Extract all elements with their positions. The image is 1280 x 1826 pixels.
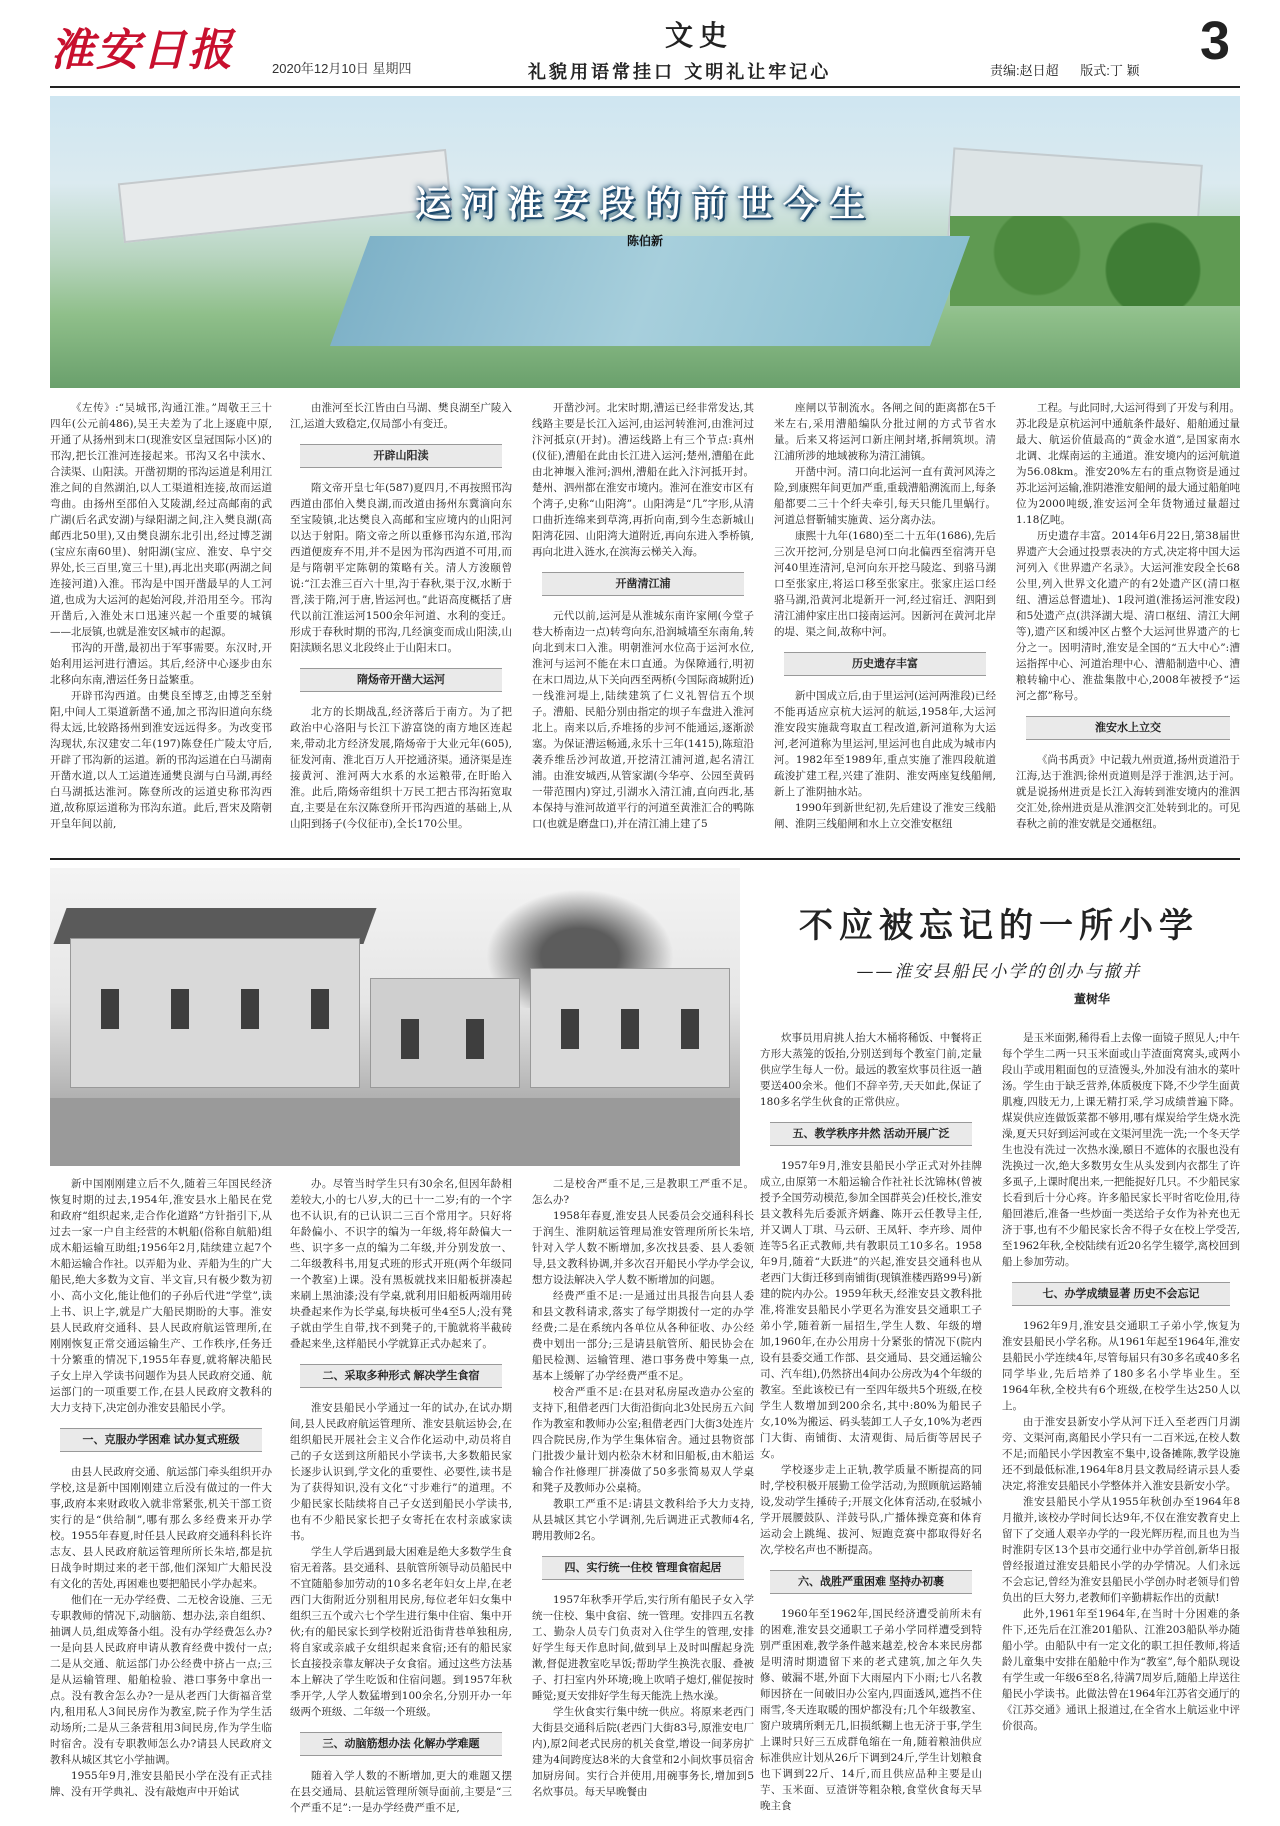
paragraph: 随着入学人数的不断增加,更大的难题又摆在县交通局、县航运管理所领导面前,主要是“三个严重不足”:一是办学经费严重不足, bbox=[290, 1770, 512, 1814]
subheading: 开凿清江浦 bbox=[542, 572, 744, 596]
paragraph: 康熙十九年(1680)至二十五年(1686),先后三次开挖河,分别是皂河口向北偏西至宿湾开皂河40里连清河,皂河向东开挖马陵迄、到骆马湖口至张家庄,将运口移至张家庄。张家庄运口经骆马湖,沿黄河北堤新开一河,经过宿迁、泗阳到清江浦仲家庄出口接南运河。因新河在黄河北岸的堤、渠之间,故称中河。 bbox=[774, 530, 996, 638]
window bbox=[621, 1009, 639, 1049]
paragraph: 学生人学后遇到最大困难是绝大多数学生食宿无着落。县交通科、县航管所领导动员船民中不宜随船参加劳动的10多名老年妇女上岸,在老西门大街附近分别租用民房,每位老年妇女集中组织三五个或六七个学生进行集中住宿、集中开伙;有的船民家长到学校附近沿街背巷单独租房,将自家或亲戚子女组织起来食宿;还有的船民家长直接投亲靠友解决子女食宿。通过这些方法基本上解决了学生吃饭和住宿问题。到1957年秋季开学,人学人数猛增到100余名,分别开办一年级两个班级、二年级一个班级。 bbox=[290, 1546, 512, 1718]
paragraph: 1990年到新世纪初,先后建设了淮安三线船闸、淮阴三线船闸和水上立交淮安枢纽 bbox=[774, 802, 996, 830]
paragraph: 校舍严重不足:在县对私房屋改造办公室的支持下,租借老西门大街沿街向北3处民房五六间作为教室和教师办公室;租借老西门大街3处连片四合院民房,作为学生集体宿舍。通过县物资部门批拨少量计划内松杂木材和旧船板,由木船运输合作社修理厂拼凑做了50多张简易双人学桌和凳子及教师办公桌椅。 bbox=[532, 1386, 754, 1494]
school-building bbox=[530, 968, 730, 1088]
article2-subtitle: ——淮安县船民小学的创办与撤并 bbox=[856, 962, 1142, 982]
article1-column-3 bbox=[532, 400, 754, 850]
subheading: 三、动脑筋想办法 化解办学难题 bbox=[300, 1732, 502, 1756]
paragraph: 1960年至1962年,国民经济遭受前所未有的困难,淮安县交通职工子弟小学同样遭受到特别严重困难,教学条件越来越差,校舍本来民房都是明清时期遗留下来的老式建筑,加之年久失修、破漏不堪,外面下大雨屋内下小雨;七八名教师因挤在一间破旧办公室内,四面透风,遮挡不住雨雪,冬天连取暖的围炉都没有;几个年级教室、窗户玻璃所剩无几,旧损纸糊上也无济于事,学生上课时只好三五成群龟缩在一角,随着粮油供应标准供应计划从26斤下调到24斤,学生计划粮食也下调到22斤、14斤,而且供应品种主要是山芋、玉米面、豆渣饼等粗杂粮,食堂伙食每天早晚主食 bbox=[760, 1608, 982, 1812]
paragraph: 由于淮安县新安小学从河下迁入至老西门月湖旁、文渠河南,离船民小学只有一二百米远,在校人数不足;而船民小学因教室不集中,设备摊陈,教学设施还不到最低标准,1964年8月县文教局经请示县人委决定,将淮安县船民小学整体并入淮安县新安小学。 bbox=[1002, 1416, 1240, 1492]
paragraph: 历史遗存丰富。2014年6月22日,第38届世界遗产大会通过投票表决的方式,决定将中国大运河列入《世界遗产名录》。大运河淮安段全长68公里,列入世界文化遗产的有2处遗产区(清口枢纽、漕运总督遗址)、1段河道(淮扬运河淮安段)和5处遗产点(洪泽湖大堤、清口枢纽、清江大闸等),遗产区和缓冲区占整个大运河世界遗产的七分之一。因明清时,淮安是全国的“五大中心”:漕运指挥中心、河道治理中心、漕船制造中心、漕粮转输中心、淮盐集散中心,2008年被授予“运河之都”称号。 bbox=[1016, 530, 1240, 702]
paragraph: 经费严重不足:一是通过出具报告向县人委和县文教科请求,落实了每学期拨付一定的办学经费;二是在系统内各单位从各种征收、办公经费中划出一部分;三是请县航管所、船民协会在船民检测、运输管理、港口事务费中筹集一点,基本上缓解了办学经费严重不足。 bbox=[532, 1290, 754, 1382]
subheading: 二、采取多种形式 解决学生食宿 bbox=[300, 1364, 502, 1388]
subheading: 隋炀帝开凿大运河 bbox=[300, 668, 502, 692]
paragraph: 由县人民政府交通、航运部门牵头组织开办学校,这是新中国刚刚建立后没有做过的一件大事,政府本来财政收入就非常紧张,机关干部工资实行的是“供给制”,哪有那么多经费来开办学校。1955年春夏,时任县人民政府交通科科长许志友、县人民政府航运管理所所长朱培,都是抗日战争时期过来的老干部,他们深知广大船民没有文化的苦处,再困难也要把船民小学办起来。 bbox=[50, 1466, 272, 1590]
paragraph: 淮安县船民小学从1955年秋创办至1964年8月撤并,该校办学时间长达9年,不仅在淮安教育史上留下了交通人艰辛办学的一段光辉历程,而且也为当时淮阴专区13个县市交通行业中办学首创,新华日报曾经报道过淮安县船民小学的办学情况。人们永远不会忘记,曾经为淮安县船民小学创办时老领导们曾负出的巨大努力,老教师们辛勤耕耘作出的贡献! bbox=[1002, 1496, 1240, 1604]
school-building bbox=[70, 938, 360, 1088]
section-name: 文史 bbox=[665, 19, 734, 52]
paragraph: 1955年9月,淮安县船民小学在没有正式挂牌、没有开学典礼、没有敲炮声中开始试 bbox=[50, 1770, 272, 1798]
paragraph: 1958年春夏,淮安县人民委员会交通科科长于润生、淮阴航运管理局淮安管理所所长朱培,针对入学人数不断增加,多次找县委、县人委领导,县文教科协调,并多次召开船民小学办学会议,想方设法解决入学人数不断增加的问题。 bbox=[532, 1210, 754, 1286]
article2-title: 不应被忘记的一所小学 bbox=[799, 906, 1199, 946]
article1-column-2 bbox=[290, 400, 512, 850]
newspaper-logo: 淮安日报 bbox=[50, 25, 234, 76]
paragraph: 开凿沙河。北宋时期,漕运已经非常发达,其线路主要是长江入运河,由运河转淮河,由淮河过汴河抵京(开封)。漕运线路上有三个节点:真州(仪征),漕船在此由长江进入运河;楚州,漕船在此由北神堰入淮河;泗州,漕船在此入汴河抵开封。楚州、泗州都在淮安市境内。淮河在淮安市区有个湾子,史称“山阳湾”。山阳湾是“几”字形,从清口曲折连绵来到草湾,再折向南,到今生态新城山阳湾花园、山阳湾大道附近,再向东进入季桥镇,再向北进入涟水,在滨海云梯关入海。 bbox=[532, 402, 754, 558]
article2-column-2 bbox=[290, 1176, 512, 1816]
paragraph: 元代以前,运河是从淮城东南许家闸(今堂子巷大桥南边一点)转弯向东,沿润城墙至东南角,转向北到末口入淮。明朝淮河水位高于运河水位,淮河与运河不能在末口直通。为保障通行,明初在末口周边,从下关向西至两桥(今国际商城附近)一线淮河堤上,陆续建筑了仁义礼智信五个坝子。漕船、民船分别由指定的坝子车盘进入淮河北上。南来以后,乔堆扬的步河不能通运,逐渐淤塞。为保证漕运畅通,永乐十三年(1415),陈瑄沿袭乔维岳沙河故道,开挖清江浦河道,起名清江浦。由淮安城西,从管家湖(今华亭、公园至黄码一带范围内)穿过,引湖水入清江浦,直向西北,基本保持与淮河故道平行的河道至黄淮汇合的鸭陈口(也就是磨盘口),并在清江浦上建了5 bbox=[532, 610, 754, 830]
editor: 责编:赵日超 bbox=[990, 63, 1059, 78]
paragraph: 此外,1961年至1964年,在当时十分困难的条件下,还先后在江淮201船队、江淮203船队举办随船小学。由船队中有一定文化的职工担任教师,将适龄儿童集中安排在船舱中作为“教室”,每个船队现设有学生或一年级6至8名,待满7周岁后,随船上岸送往船民小学读书。此做法曾在1964年江苏省交通厅的《江苏交通》通讯上报道过,在全省水上航运业中评价很高。 bbox=[1002, 1608, 1240, 1732]
paragraph: 淮安县船民小学通过一年的试办,在试办期间,县人民政府航运管理所、淮安县航运协会,在组织船民开展社会主义合作化运动中,动员将自己的子女送到这所船民小学读书,大多数船民家长逐步认识到,学文化的重要性、必要性,读书是为了获得知识,没有文化“寸步难行”的道理。不少船民家长陆续将自己子女送到船民小学读书,也有不少船民家长把子女寄托在农村亲戚家读书。 bbox=[290, 1402, 512, 1542]
subheading: 一、克服办学困难 试办复式班级 bbox=[60, 1428, 262, 1452]
window bbox=[171, 989, 189, 1029]
window bbox=[466, 1019, 484, 1059]
subheading: 六、战胜严重困难 坚持办初裹 bbox=[770, 1570, 972, 1594]
article2-headline bbox=[758, 868, 1240, 1018]
paragraph: 座闸以节制流水。各闸之间的距离都在5千米左右,采用漕船编队分批过闸的方式节省水量。后来又将运河口新庄闸封堵,拆闸筑坝。清江浦所涉的地域被称为清江浦镇。 bbox=[774, 402, 996, 462]
subheading: 开辟山阳渎 bbox=[300, 444, 502, 468]
tree-cluster bbox=[950, 216, 1240, 306]
article1-author: 陈伯新 bbox=[626, 234, 663, 248]
window bbox=[311, 989, 329, 1029]
article2-left-body bbox=[50, 1176, 1240, 1816]
paragraph: 隋文帝开皇七年(587)夏四月,不再按照邗沟西道由邵伯入樊良湖,而改道由扬州东冀滴向东至宝陵镇,北达樊良入高邮和宝应境内的山阳河以达于射阳。隋文帝之所以重修邗沟东道,邗沟西道便废弃不用,并不是因为邗沟西道不可用,而是与隋朝平定陈朝的策略有关。清人方浚颐曾说:“江去淮三百六十里,沟于春秋,渠于汉,水断于晋,渎于隋,河于唐,皆运河也。”此语高度概括了唐代以前江淮运河1500余年河道、水利的变迁。形成于春秋时期的邗沟,几经演变而成山阳渎,山阳渎顾名思义北段终止于山阳末口。 bbox=[290, 482, 512, 654]
slogan: 礼貌用语常挂口 文明礼让牢记心 bbox=[528, 62, 832, 83]
paragraph: 二是校舍严重不足,三是教职工严重不足。怎么办? bbox=[532, 1178, 754, 1206]
paragraph: 他们在一无办学经费、二无校舍设施、三无专职教师的情况下,动脑筋、想办法,亲自组织、抽调人员,组成筹备小组。没有办学经费怎么办?一是向县人民政府申请从教育经费中拨付一点;二是从交通、航运部门办公经费中挤占一点;三是从运输管理、船舶检验、港口事务中拿出一点。没有教舍怎么办?一是从老西门大街福音堂内,租用私人3间民房作为教室,院子作为学生活动场所;二是从三条营租用3间民房,作为学生临时宿舍。没有专职教师怎么办?请县人民政府文教科从城区其它小学抽调。 bbox=[50, 1594, 272, 1766]
school-building bbox=[370, 978, 520, 1088]
school-photo bbox=[50, 868, 740, 1166]
paragraph: 工程。与此同时,大运河得到了开发与利用。苏北段是京杭运河中通航条件最好、船舶通过量最大、航运价值最高的“黄金水道”,是国家南水北调、北煤南运的主通道。淮安境内的运河航道为56.08km。淮安20%左右的重点物资是通过苏北运河运输,淮阴港淮安船闸的最大通过船舶吨位为2000吨级,淮安运河全年货物通过量超过1.18亿吨。 bbox=[1016, 402, 1240, 526]
page-number: 3 bbox=[1199, 11, 1230, 71]
paragraph: 《尚书禹贡》中记载九州贡道,扬州贡道沿于江海,达于淮泗;徐州贡道则是浮于淮泗,达于河。就是说扬州进贡是长江入海转到淮安境内的淮泗交汇处,徐州进贡是从淮泗交汇处转到北的。可见春秋之前的淮安就是交通枢纽。 bbox=[1016, 754, 1240, 830]
masthead bbox=[50, 11, 1240, 84]
paragraph: 开凿中河。清口向北运河一直有黄河风涛之险,到康熙年间更加严重,重载漕船溯流而上,每条船都要二三十个纤夫牵引,每天只能几里蜗行。河道总督靳辅实施黄、运分离办法。 bbox=[774, 466, 996, 526]
article1-column-4 bbox=[774, 400, 996, 850]
window bbox=[681, 1009, 699, 1049]
article-divider bbox=[50, 858, 1240, 860]
article1-title: 运河淮安段的前世今生 bbox=[414, 183, 875, 225]
paragraph: 是玉米面粥,稀得看上去像一面镜子照见人;中午每个学生二两一只玉米面或山芋渣面窝窝头,或两小段山芋或用粗面包的豆渣馒头,外加没有油水的菜叶汤。学生由于缺乏营养,体质极度下降,不少学生面黄肌瘦,四肢无力,上课无精打采,学习成绩普遍下降。煤炭供应连做饭菜都不够用,哪有煤炭给学生烧水洗澡,夏天只好到运河或在文渠河里洗一洗;一个冬天学生也没有洗过一次热水澡,頤日不遮体的衣服也没有洗换过一次,绝大多数男女生从头发到内衣都生了许多虱子,上课时爬出来,一把能捉好几只。不少船民家长看到后十分心疼。许多船民家长平时省吃俭用,待船回港后,准备一些炒面一类送给子女作为补充也无济于事,也有不少船民家长舍不得子女在校上学受苦,至1962年秋,全校陆续有近20名学生辍学,离校回到船上参加劳动。 bbox=[1002, 1032, 1240, 1268]
masthead-divider bbox=[50, 86, 1240, 88]
subheading: 四、实行统一住校 管理食宿起居 bbox=[542, 1556, 744, 1580]
paragraph: 1957年秋季开学后,实行所有船民子女入学统一住校、集中食宿、统一管理。安排四五名教工、勤杂人员专门负责对入住学生的管理,安排好学生每天作息时间,做到早上及时叫醒起身洗漱,督促进教室吃早饭;帮助学生换洗衣服、叠被子、打扫室内外环境;晚上吹哨子熄灯,催促按时睡觉;夏天安排好学生每天能洗上热水澡。 bbox=[532, 1594, 754, 1702]
article2-column-3 bbox=[532, 1176, 754, 1816]
subheading: 历史遗存丰富 bbox=[784, 652, 986, 676]
paragraph: 学校逐步走上正轨,教学质量不断提高的同时,学校积极开展勤工俭学活动,为照顾航运路辅设,发动学生捶砖子;开展文化体育活动,在驳城小学开展腰鼓队、洋鼓号队,广播体操竞赛和体育运动会上跳绳、拔河、短跑竞赛中都取得好名次,学校名声也不断提高。 bbox=[760, 1464, 982, 1556]
window bbox=[241, 989, 259, 1029]
paragraph: 1957年9月,淮安县船民小学正式对外挂牌成立,由原第一木船运输合作社社长沈锦林(曾被授予全国劳动模范,参加全国群英会)任校长,淮安县文教科先后委派齐炳鑫、陈开云任教导主任,并又调人丁琪、马云研、王凤轩、李卉珍、周仲连等5名正式教师,共有教职员工10多名。1958年9月,随着“大跃进”的兴起,淮安县交通科也从老西门大街迁移到南铺街(现镇淮楼西路99号)新建的院内办公。1959年秋天,经淮安县文教科批准,将淮安县船民小学更名为淮安县交通职工子弟小学,随着新一届招生,学生人数、年级的增加,1960年,在办公用房十分紧张的情况下(院内设有县委交通工作部、县交通局、县交通运输公司、汽车组),仍然挤出4间办公房改为4个年级的教室。至此该校已有一至四年级共5个班级,在校学生人数增加到200余名,其中:80%为船民子女,10%为搬运、码头装卸工人子女,10%为老西门大街、南铺街、太清观街、局后街等居民子女。 bbox=[760, 1160, 982, 1460]
paragraph: 新中国成立后,由于里运河(运河两淮段)已经不能再适应京杭大运河的航运,1958年,大运河淮安段实施裁弯取直工程改道,新河道称为大运河,老河道称为里运河,里运河也自此成为城市内河。1982年至1989年,重点实施了淮四段航道疏浚扩建工程,兴建了淮阴、淮安两座复线船闸,新上了淮阴抽水站。 bbox=[774, 690, 996, 798]
subheading: 五、教学秩序井然 活动开展广泛 bbox=[770, 1122, 972, 1146]
paragraph: 邗沟的开凿,最初出于军事需要。东汉时,开始利用运河进行漕运。其后,经济中心逐步由东北移向东南,漕运任务日益繁重。 bbox=[50, 642, 272, 686]
paragraph: 办。尽管当时学生只有30余名,但因年龄相差较大,小的七八岁,大的已十一二岁;有的一个字也不认识,有的已认识二三百个常用字。只好将年龄偏小、不识字的编为一年级,将年龄偏大一些、识字多一点的编为二年级,并分别发放一、二年级教科书,用复式班的形式开班(两个年级同一个教室)上课。没有黑板就找来旧船板拼凑起来刷上黑油漆;没有学桌,就利用旧船板两端用砖块叠起来作为长学桌,每块板可坐4至5人;没有凳子就由学生自带,找不到凳子的,干脆就将半截砖叠起来坐,这样船民小学就算正式办起来了。 bbox=[290, 1178, 512, 1350]
window bbox=[401, 1019, 419, 1059]
paragraph: 开辟邗沟西道。由樊良至博芝,由博芝至射阳,中间人工渠道新凿不通,加之邗沟旧道向东绕得太远,比较路扬州到淮安远远得多。为改变邗沟现状,东汉建安二年(197)陈登任广陵太守后,开辟了邗沟新的运道。新的邗沟运道在白马湖南开凿水道,以人工运道连通樊良湖与白马湖,再经白马湖抵达淮河。陈登所改的运道史称邗沟西道,故称原运道称为邗沟东道。此后,晋宋及隋朝开皇年间以前, bbox=[50, 690, 272, 830]
article2-author: 董树华 bbox=[1073, 992, 1110, 1006]
ground bbox=[50, 1098, 740, 1166]
article1-column-1 bbox=[50, 400, 272, 850]
canal-photo bbox=[50, 96, 1240, 388]
paragraph: 炊事员用肩挑人抬大木桶将稀饭、中餐将正方形大蒸笼的饭抬,分别送到每个教室门前,定量供应学生每人一份。最远的教室炊事员往返一趟要送400余米。他们不辞辛劳,天天如此,保证了180多名学生伙食的正常供应。 bbox=[760, 1032, 982, 1108]
designer: 版式:丁 颖 bbox=[1080, 63, 1140, 78]
subheading: 七、办学成绩显著 历史不会忘记 bbox=[1012, 1282, 1230, 1306]
canal-water bbox=[330, 236, 970, 346]
subheading: 淮安水上立交 bbox=[1026, 716, 1230, 740]
paragraph: 新中国刚刚建立后不久,随着三年国民经济恢复时期的过去,1954年,淮安县水上船民在党和政府“组织起来,走合作化道路”方针指引下,从过去一家一户自主经营的木帆船(俗称自航船)组成木船运输互助组;1956年2月,陆续建立起7个木船运输合作社。以弄船为业、弄船为生的广大船民,绝大多数为文盲、半文盲,只有极少数为初小、高小文化,能让他们的子孙后代进“学堂”,读上书、识上字,就是广大船民期盼的大事。淮安县人民政府交通科、县人民政府航运管理所,在刚刚恢复正常交通运输生产、工作秩序,任务迁十分繁重的情况下,1955年春夏,就将解决船民子女上岸入学读书问题作为县人民政府交通、航运部门的一项重要工作,在县人民政府文教科的大力支持下,决定创办淮安县船民小学。 bbox=[50, 1178, 272, 1414]
editor-credits bbox=[990, 60, 1157, 79]
article1-body bbox=[50, 400, 1240, 850]
paragraph: 教职工严重不足:请县文教科给予大力支持,从县城区其它小学调剂,先后调进正式教师4名,聘用教师2名。 bbox=[532, 1498, 754, 1542]
paragraph: 《左传》:“吴城邗,沟通江淮。”周敬王三十四年(公元前486),吴王夫差为了北上逐鹿中原,开通了从扬州到末口(现淮安区皇冠国际小区)的邗沟,把长江淮河连接起来。邗沟又名中渎水、合渎渠、山阳渎。开凿初期的邗沟运道是利用江淮之间的自然湖泊,以人工渠道相连接,故而运道弯曲。由扬州至邵伯入艾陵湖,经过高邮南的武广湖(后名武安湖)与绿阳湖之间,注入樊良湖(高邮西北50里),又由樊良湖东北引出,经过博芝湖(宝应东南60里)、射阳湖(宝应、淮安、阜宁交界处,长三百里,宽三十里),再北出夹耶(两湖之间连接河道)入淮。邗沟是中国开凿最早的人工河道,也成为大运河的起始河段,并沿用至今。邗沟开凿后,入淮处末口迅速兴起一个重要的城镇——北辰镇,也就是淮安区城市的起源。 bbox=[50, 402, 272, 638]
article2-column-1 bbox=[50, 1176, 272, 1816]
window bbox=[561, 1009, 579, 1049]
paragraph: 1962年9月,淮安县交通职工子弟小学,恢复为淮安县船民小学名称。从1961年起至1964年,淮安县船民小学连续4年,尽管每届只有30多名或40多名同学毕业,先后培养了180多名小学毕业生。至1964年秋,全校共有6个班级,在校学生达250人以上。 bbox=[1002, 1320, 1240, 1412]
issue-date: 2020年12月10日 星期四 bbox=[272, 61, 412, 76]
paragraph: 北方的长期战乱,经济落后于南方。为了把政治中心洛阳与长江下游富饶的南方地区连起来,带动北方经济发展,隋炀帝于大业元年(605),征发河南、淮北百万人开挖通济渠。通济渠是连接黄河、淮河两大水系的水运粮带,在盱眙入淮。此后,隋炀帝组织十万民工把古邗沟拓宽取直,主要是在东汉陈登所开邗沟西道的基础上,从山阳到扬子(今仪征市),全长170公里。 bbox=[290, 706, 512, 830]
paragraph: 由淮河至长江皆由白马湖、樊良湖至广陵入江,运道大致稳定,仅局部小有变迁。 bbox=[290, 402, 512, 430]
window bbox=[101, 989, 119, 1029]
article1-column-5 bbox=[1016, 400, 1240, 850]
paragraph: 学生伙食实行集中统一供应。将原来老西门大街县交通科后院(老西门大街83号,原淮安电厂内),原2间老式民房的机关食堂,增设一间茅房扩建为4间跨度达8米的大食堂和2小间炊事员宿舍加厨房间。实行合并使用,用碗事务长,增加到5名炊事员。每天早晚餐由 bbox=[532, 1706, 754, 1798]
